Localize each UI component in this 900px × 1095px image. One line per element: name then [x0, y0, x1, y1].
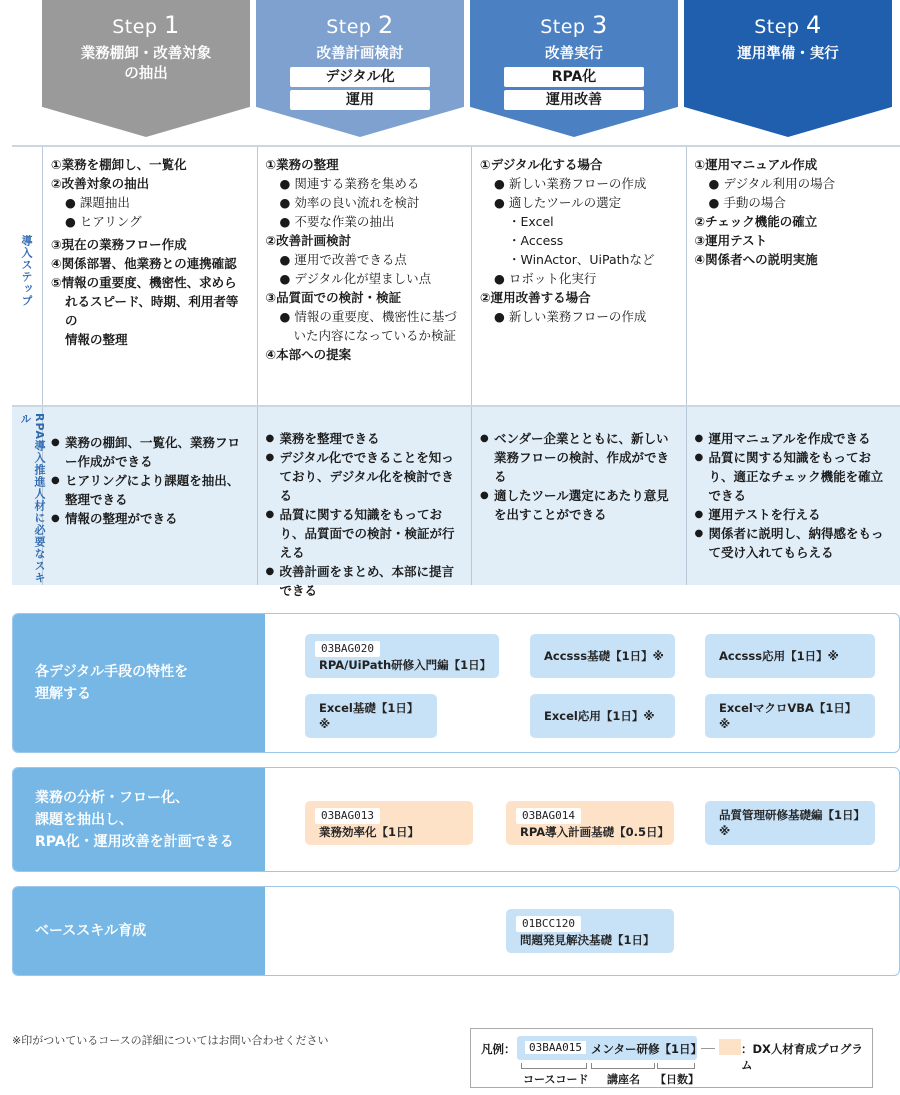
intro-subitem: ● 運用で改善できる点	[279, 252, 407, 267]
intro-item: ④関係者への説明実施	[694, 252, 818, 267]
skill-item: ● 品質に関する知識をもっており、品質面での検討・検証が行える	[266, 505, 466, 562]
skill-cell-2	[257, 407, 472, 598]
step-pill-digital: デジタル化	[290, 67, 430, 87]
skill-item: ● ベンダー企業とともに、新しい業務フローの検討、作成ができる	[480, 429, 680, 486]
tool-item: ・WinActor、UiPathなど	[508, 252, 655, 267]
step-grid	[12, 145, 900, 598]
course-name: RPA導入計画基礎【0.5日】	[520, 825, 669, 839]
intro-item: ④関係部署、他業務との連携確認	[51, 256, 237, 271]
skill-cell-4	[686, 407, 900, 585]
course-name: Accsss応用【1日】※	[719, 649, 839, 663]
legend-caption-days: 【日数】	[655, 1073, 699, 1086]
course-name: 業務効率化【1日】	[319, 825, 420, 839]
legend-bracket-name	[591, 1063, 655, 1069]
intro-subitem: ● 効率の良い流れを検討	[279, 195, 420, 210]
step-title-2: の抽出	[124, 66, 168, 82]
intro-cell-2	[257, 147, 472, 405]
step-header	[12, 0, 900, 145]
course-code: 03BAG014	[516, 808, 581, 824]
intro-item: ②チェック機能の確立	[694, 214, 818, 229]
skill-item: ● 業務の棚卸、一覧化、業務フロー作成ができる	[51, 433, 251, 471]
section-business-analysis	[12, 767, 900, 872]
step-title: 業務棚卸・改善対象	[80, 46, 212, 62]
intro-subitem: ● 関連する業務を集める	[279, 176, 420, 191]
intro-item: ④本部への提案	[265, 347, 352, 362]
intro-subitem: ● ロボット化実行	[494, 271, 597, 286]
legend-connector	[701, 1048, 715, 1049]
legend	[470, 1028, 873, 1088]
course-name: 品質管理研修基礎編【1日】※	[719, 808, 866, 838]
intro-cell-3	[471, 147, 686, 405]
tool-item: ・Excel	[508, 214, 554, 229]
step-pill-rpa: RPA化	[504, 67, 644, 87]
course-code: 03BAG020	[315, 641, 380, 657]
skill-item: ● 関係者に説明し、納得感をもって受け入れてもらえる	[695, 524, 895, 562]
intro-cell-4	[686, 147, 900, 405]
intro-item-cont: 情報の整理	[65, 332, 128, 347]
skill-item: ● 業務を整理できる	[266, 429, 466, 448]
intro-item: ③品質面での検討・検証	[265, 290, 402, 305]
course-card[interactable]	[305, 801, 473, 845]
skill-cell-1	[42, 407, 257, 585]
skill-item: ● 品質に関する知識をもっており、適正なチェック機能を確立できる	[695, 448, 895, 505]
legend-code: 03BAA015	[525, 1041, 586, 1054]
course-card[interactable]	[530, 694, 675, 738]
legend-dx-swatch	[719, 1039, 741, 1055]
required-skills-label: RPA導入推進人材に必要なスキル	[19, 413, 46, 585]
intro-item: ①業務を棚卸し、一覧化	[51, 157, 187, 172]
intro-subitem: ● 情報の重要度、機密性に基づ	[279, 309, 457, 324]
section-digital-means	[12, 613, 900, 753]
intro-cell-1	[42, 147, 257, 405]
course-card[interactable]	[705, 801, 875, 845]
intro-item-cont: れるスピード、時期、利用者等の	[65, 294, 239, 328]
section-label: 業務の分析・フロー化、 課題を抽出し、 RPA化・運用改善を計画できる	[13, 768, 265, 871]
course-name: Excel応用【1日】※	[544, 709, 655, 723]
course-card[interactable]	[506, 909, 674, 953]
intro-steps-row	[12, 145, 900, 405]
course-card[interactable]	[305, 694, 437, 738]
course-card[interactable]	[705, 694, 875, 738]
intro-item: ②改善計画検討	[265, 233, 352, 248]
intro-subitem: ● 手動の場合	[708, 195, 786, 210]
intro-item: ①デジタル化する場合	[480, 157, 603, 172]
intro-subitem: ● ヒアリング	[65, 214, 142, 229]
step-number: 3	[592, 11, 608, 39]
skill-item: ● 適したツール選定にあたり意見を出すことができる	[480, 486, 680, 524]
step-title: 改善実行	[545, 46, 603, 62]
intro-steps-label: 導入ステップ	[20, 235, 33, 307]
step-word: Step	[112, 16, 158, 38]
course-name: Accsss基礎【1日】※	[544, 649, 664, 663]
intro-subitem: ● デジタル化が望ましい点	[279, 271, 432, 286]
course-name: RPA/UiPath研修入門編【1日】	[319, 658, 492, 672]
intro-item: ⑤情報の重要度、機密性、求めら	[51, 275, 237, 290]
step-number: 4	[806, 11, 822, 39]
step-pill-improve: 運用改善	[504, 90, 644, 110]
required-skills-row	[12, 405, 900, 598]
skill-item: ● 改善計画をまとめ、本部に提言できる	[266, 562, 466, 600]
skill-item: ● 運用テストを行える	[695, 505, 895, 524]
course-name: 問題発見解決基礎【1日】	[520, 933, 655, 947]
intro-subitem: ● 新しい業務フローの作成	[494, 176, 647, 191]
intro-item: ②運用改善する場合	[480, 290, 591, 305]
section-label: ベーススキル育成	[13, 887, 265, 975]
course-card[interactable]	[705, 634, 875, 678]
step-number: 2	[378, 11, 394, 39]
legend-bracket-code	[521, 1063, 587, 1069]
intro-subitem: ● 新しい業務フローの作成	[494, 309, 647, 324]
course-code: 01BCC120	[516, 916, 581, 932]
intro-item: ①運用マニュアル作成	[694, 157, 818, 172]
intro-subitem-cont: いた内容になっているか検証	[293, 328, 457, 343]
skill-item: ● 運用マニュアルを作成できる	[695, 429, 895, 448]
course-name: Excel基礎【1日】※	[319, 701, 419, 731]
intro-item: ③現在の業務フロー作成	[51, 237, 187, 252]
step-word: Step	[326, 16, 372, 38]
footnote: ※印がついているコースの詳細についてはお問い合わせください	[12, 1034, 329, 1047]
step-title: 改善計画検討	[316, 46, 404, 62]
skill-cell-3	[471, 407, 686, 585]
step-word: Step	[754, 16, 800, 38]
step-number: 1	[164, 11, 180, 39]
skill-item: ● ヒアリングにより課題を抽出、整理できる	[51, 471, 251, 509]
legend-bracket-days	[657, 1063, 695, 1069]
step-pill-operation: 運用	[290, 90, 430, 110]
skill-item: ● 情報の整理ができる	[51, 509, 251, 528]
tool-item: ・Access	[508, 233, 564, 248]
intro-item: ③運用テスト	[694, 233, 768, 248]
course-code: 03BAG013	[315, 808, 380, 824]
intro-item: ②改善対象の抽出	[51, 176, 150, 191]
course-name: ExcelマクロVBA【1日】※	[719, 701, 857, 731]
section-label: 各デジタル手段の特性を 理解する	[13, 614, 265, 752]
intro-subitem: ● 適したツールの選定	[494, 195, 622, 210]
legend-label: 凡例：	[481, 1042, 516, 1056]
legend-name: メンター研修【1日】	[591, 1042, 703, 1056]
step-word: Step	[540, 16, 586, 38]
course-card[interactable]	[506, 801, 674, 845]
step-title: 運用準備・実行	[737, 46, 839, 62]
course-card[interactable]	[530, 634, 675, 678]
intro-subitem: ● 不要な作業の抽出	[279, 214, 395, 229]
course-card[interactable]	[305, 634, 499, 678]
legend-dx-text: ：DX人材育成プログラム	[741, 1042, 863, 1072]
intro-subitem: ● 課題抽出	[65, 195, 130, 210]
intro-subitem: ● デジタル利用の場合	[708, 176, 836, 191]
legend-caption-code: コースコード	[523, 1073, 589, 1086]
intro-item: ①業務の整理	[265, 157, 339, 172]
skill-item: ● デジタル化でできることを知っており、デジタル化を検討できる	[266, 448, 466, 505]
legend-caption-name: 講座名	[607, 1073, 640, 1086]
section-base-skill	[12, 886, 900, 976]
